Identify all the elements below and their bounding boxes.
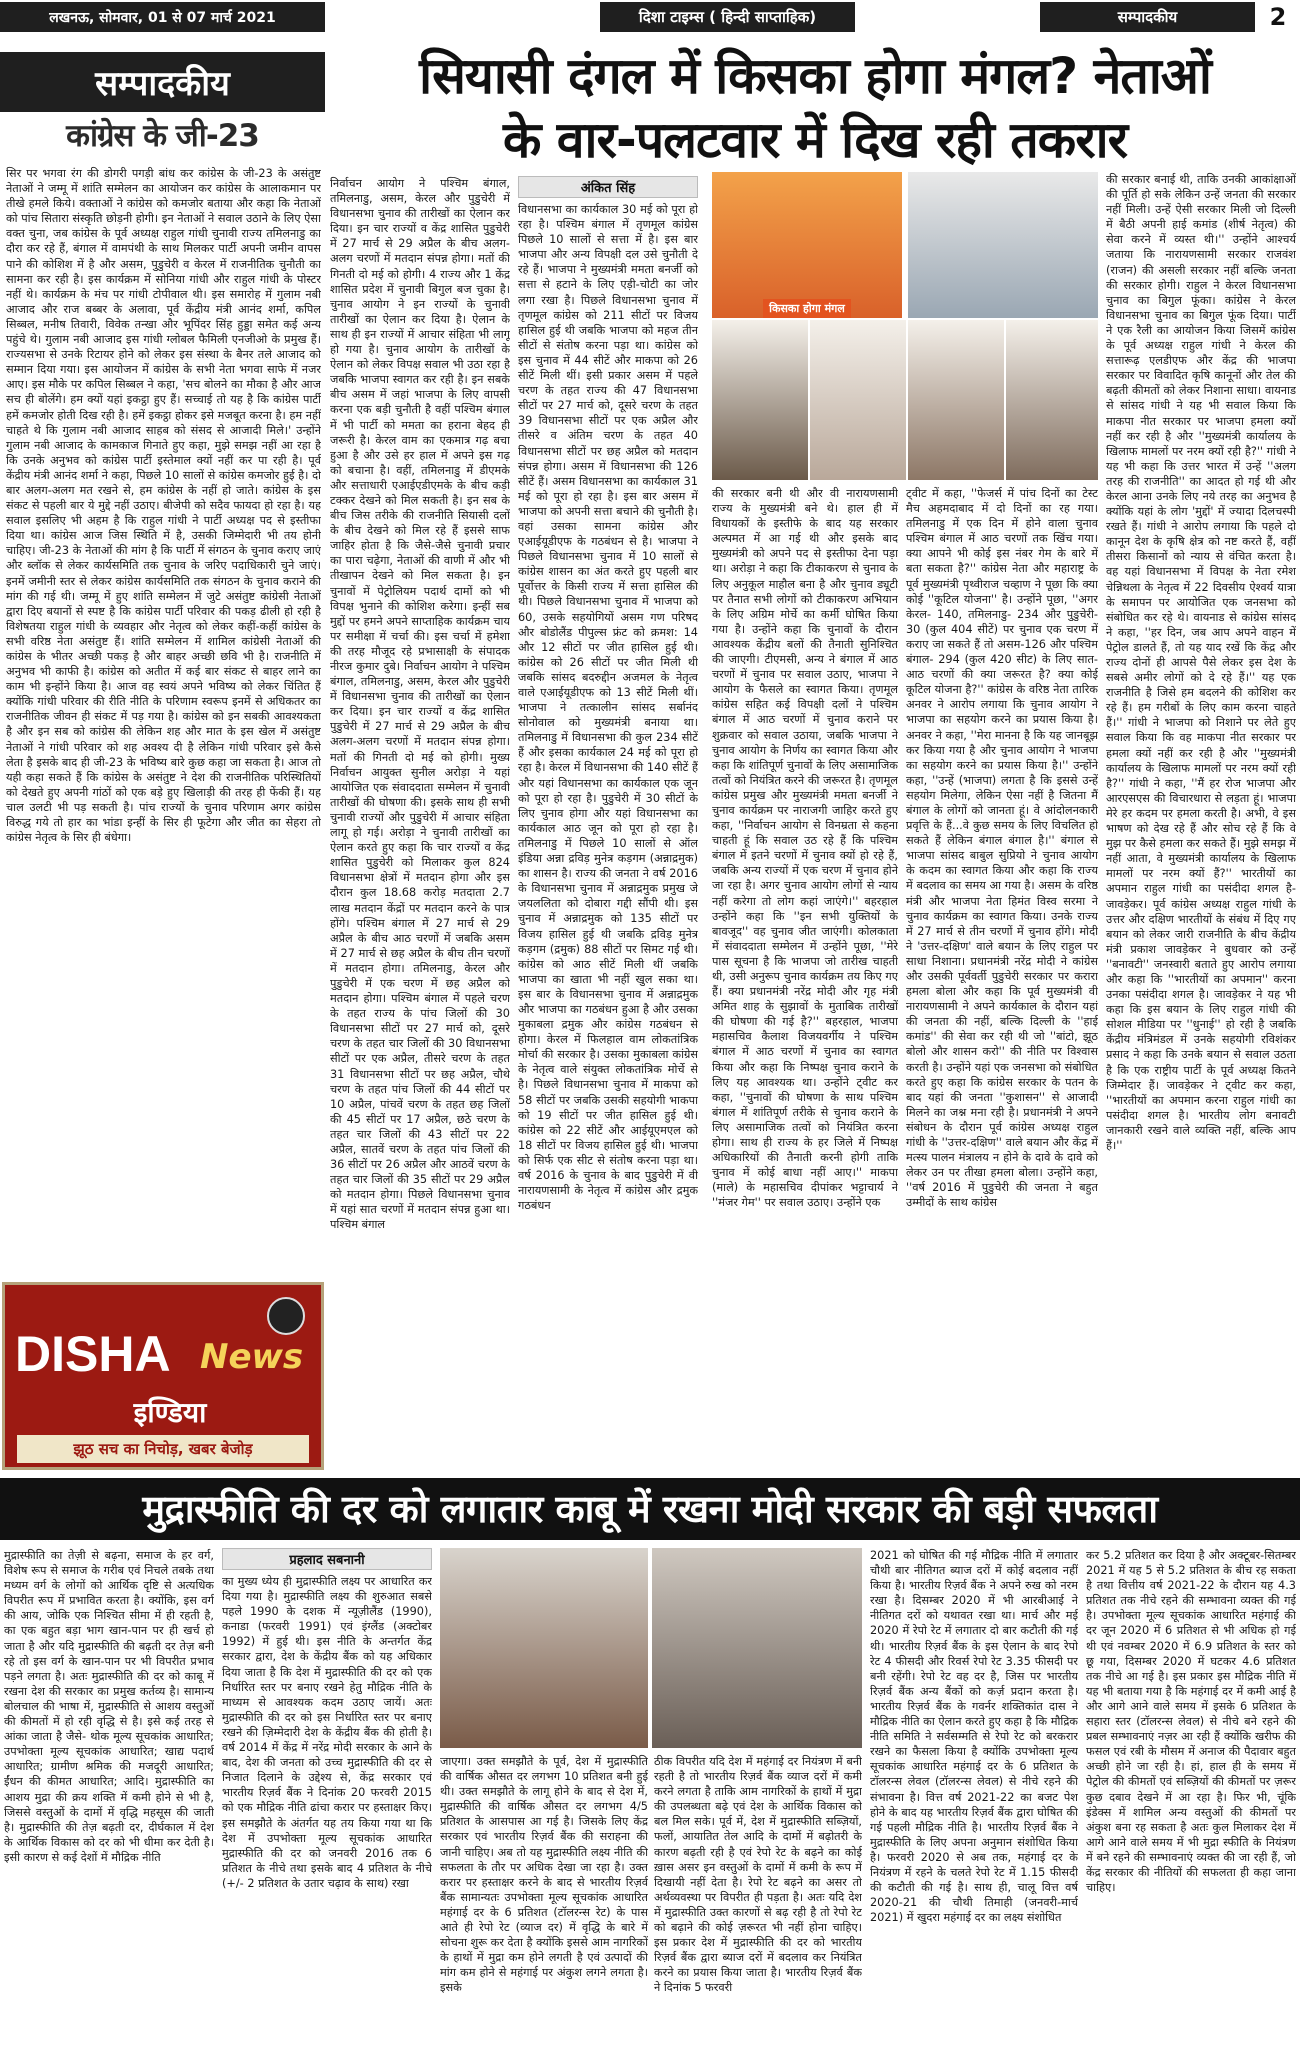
photo-sarbananda-sonowal [1006,320,1098,480]
story2-column-2: का मुख्य ध्येय ही मुद्रास्फीति लक्ष्य पर आधारित कर दिया गया है। मुद्रास्फीति लक्ष्य की शुरुआत सबसे पहले 1990 के दशक में न्यूज़ीलैंड (1990), कनाडा (फरवरी 1991) एवं इंग्लैंड (अक्टोबर 1992) में हुई थी। इस नीति के अन्तर्गत केंद्र सरकार द्वारा, देश के केंद्रीय बैंक को यह अधिकार दिया जाता है कि देश में मुद्रास्फीति की दर को एक निर्धारित स्तर पर बनाए रखने हेतु मौद्रिक नीति के माध्यम से आवश्यक कदम उठाए जायें। अतः मुद्रास्फीति की दर को इस निर्धारित स्तर पर बनाए रखने की ज़िम्मेदारी देश के केंद्रीय बैंक की होती है। वर्ष 2014 में केंद्र में नरेंद्र मोदी सरकार के आने के बाद, देश की जनता को उच्च मुद्रास्फीति की दर से निजात दिलाने के उद्देश्य से, केंद्र सरकार एवं भारतीय रिज़र्व बैंक ने दिनांक 20 फरवरी 2015 को एक मौद्रिक नीति ढांचा करार पर हस्ताक्षर किए। इस समझौते के अंतर्गत यह तय किया गया था कि देश में उपभोक्ता मूल्य सूचकांक आधारित मुद्रास्फीति की दर को जनवरी 2016 तक 6 प्रतिशत के नीचे तथा इसके बाद 4 प्रतिशत के नीचे (+/- 2 प्रतिशत के उतार चढ़ाव के साथ) रखा [222,1575,432,1890]
photo-mamata-banerjee [810,320,906,480]
header-date: लखनऊ, सोमवार, 01 से 07 मार्च 2021 [0,2,325,32]
story2-column-4: ठीक विपरीत यदि देश में महंगाई दर नियंत्रण में बनी रहती है तो भारतीय रिज़र्व बैंक व्याज दरों में कमी करने लगता है ताकि आम नागरिकों के हाथों में मुद्रा की उपलब्धता बढ़े एवं देश के आर्थिक विकास को बल मिल सके। पूर्व में, देश में मुद्रास्फीति सब्ज़ियों, फलों, आयातित तेल आदि के दामों में बढ़ोतरी के कारण बढ़ती रही है एवं रेपो रेट के बढ़ने का कोई ख़ास असर इन वस्तुओं के दामों में कमी के रूप में दिखायी नहीं देता है। रेपो रेट बढ़ने का असर तो अर्थव्यवस्था पर विपरीत ही पड़ता है। अतः यदि देश में मुद्रास्फीति उक्त कारणों से बढ़ रही है तो रेपो रेट को बढ़ाने की कोई ज़रूरत भी नहीं होना चाहिए। इस प्रकार देश में मुद्रास्फीति की दर को भारतीय रिज़र्व बैंक द्वारा ब्याज दरों में बदलाव कर नियंत्रित करने का प्रयास किया जाता है। भारतीय रिज़र्व बैंक ने दिनांक 5 फरवरी [654,1755,862,1995]
editorial-text: सिर पर भगवा रंग की डोगरी पगड़ी बांध कर कांग्रेस के जी-23 के असंतुष्ट नेताओं ने जम्मू में शांति सम्मेलन का आयोजन कर कांग्रेस के आलाकमान पर तीखे हमले किये। वक्ताओं ने कांग्रेस को कमजोर बताया और कहा कि नेताओं को पांच सितारा संस्कृति छोड़नी होगी। इन नेताओं ने सवाल उठाने के लिए ऐसा वक्त चुना, जब कांग्रेस के पूर्व अध्यक्ष राहुल गांधी चुनावी राज्य तमिलनाडु का दौरा कर रहे हैं, बंगाल में वामपंथी के साथ मिलकर पार्टी अपनी जमीन वापस पाने की कोशिश में है और असम, पुडुचेरी व केरल में राजनीतिक चुनौती का सामना कर रही है। इस कार्यक्रम में सोनिया गांधी और राहुल गांधी के पोस्टर नहीं थे। कार्यक्रम के मंच पर गांधी टोपीवाल थी। इस समारोह में गुलाम नबी आजाद और राज बब्बर के अलावा, पूर्व केंद्रीय मंत्री आनंद शर्मा, कपिल सिब्बल, मनीष तिवारी, विवेक तन्खा और भूपिंदर सिंह हुड्डा समेत कई अन्य पहुंचे थे। गुलाम नबी आजाद इस गांधी ग्लोबल फैमिली एनजीओ के प्रमुख हैं। राज्यसभा से उनके रिटायर होने को लेकर इस संस्था के बैनर तले आजाद को सम्मान दिया गया। इस आयोजन में कांग्रेस के सभी नेता भगवा साफे में नजर आए। इस मौके पर कपिल सिब्बल ने कहा, 'सच बोलने का मौका है और आज सच ही बोलेंगे। हम क्यों यहां इकट्ठा हुए हैं। सच्चाई तो यह है कि कांग्रेस पार्टी हमें कमजोर होती दिख रही है। हमें इकट्ठा होकर इसे मजबूत करना है। हम नहीं चाहते थे कि गुलाम नबी आजाद साहब को संसद से आजादी मिले।' उन्होंने गुलाम नबी आजाद के कामकाज गिनाते हुए कहा, मुझे समझ नहीं आ रहा है कि उनके अनुभव को कांग्रेस पार्टी इस्तेमाल क्यों नहीं कर पा रही है। पूर्व केंद्रीय मंत्री आनंद शर्मा ने कहा, पिछले 10 सालों से कांग्रेस कमजोर हुई है। दो बार अलग-अलग मत रखने से, हम कांग्रेस के नहीं हो जाते। कांग्रेस के इस संकट से पहली बार ये मुद्दे नहीं उठाए। बीजेपी को सदैव फायदा हो रहा है। यह सवाल इसलिए भी अहम है कि राहुल गांधी ने पार्टी अध्यक्ष पद से इस्तीफा दिया था। कांग्रेस आज जिस स्थिति में है, उसकी जिम्मेदारी भी तय होनी चाहिए। जी-23 के नेताओं की मांग है कि पार्टी में संगठन के चुनाव कराए जाएं और ब्लॉक से लेकर कार्यसमिति तक चुनाव के जरिए पदाधिकारी चुने जाएं। इनमें जमीनी स्तर से लेकर कांग्रेस कार्यसमिति तक संगठन के चुनाव कराने की मांग की गई थी। जम्मू में हुए शांति सम्मेलन में जुटे असंतुष्ट कांग्रेसी नेताओं द्वारा दिए बयानों से स्पष्ट है कि कांग्रेस पार्टी परिवार की पकड़ ढीली हो रही है विशेषतया राहुल गांधी के व्यवहार और नेतृत्व को लेकर कहीं-कहीं कांग्रेस के सभी वरिष्ठ नेता असंतुष्ट हैं। शांति सम्मेलन में शामिल कांग्रेसी नेताओं की कांग्रेस के भीतर अच्छी पकड़ है और बाहर अच्छी छवि भी है। राजनीति में अनुभव भी काफी है। कांग्रेस को अतीत में कई बार संकट से बाहर लाने का काम भी इन्होंने किया है। आज वह स्वयं अपने भविष्य को लेकर चिंतित हैं क्योंकि गांधी परिवार की रीति नीति के परिणाम स्वरूप इनमें से अधिकतर का राजनीतिक जीवन ही संकट में पड़ गया है। कांग्रेस को इन सबकी आवश्यकता है और इन सब को कांग्रेस की लेकिन शह और मात के इस खेल में असंतुष्ट नेताओं ने गांधी परिवार को शह अवश्य दी है लेकिन गांधी परिवार इसे कैसे लेता है इसके बाद ही जी-23 के भविष्य बारे कुछ कहा जा सकता है। आज तो यही कहा सकते हैं कि कांग्रेस के असंतुष्ट ने देश की राजनीतिक परिस्थितियों को देखते हुए अपनी गांठों को एक बड़े हुए खिलाड़ी की तरह ही फेंकी हैं। यह चाल उलटी भी पड़ सकती है। पांच राज्यों के चुनाव परिणाम अगर कांग्रेस विरुद्ध गये तो हार का भांडा इन्हीं के सिर ही फूटेगा और जीत का सेहरा तो कांग्रेस नेतृत्व के सिर ही बंधेगा। [6,167,321,845]
photo-palaniswami [712,320,808,480]
page-header [0,0,1300,34]
photo-pinarayi-vijayan [908,320,1004,480]
story1-column-2: विधानसभा का कार्यकाल 30 मई को पूरा हो रहा है। पश्चिम बंगाल में तृणमूल कांग्रेस पिछले 10 सालों से सत्ता में है। इस बार भाजपा और अन्य विपक्षी दल उसे चुनौती दे रहे हैं। भाजपा ने मुख्यमंत्री ममता बनर्जी को सत्ता से हटाने के लिए एड़ी-चोटी का जोर लगा रखा है। पिछले विधानसभा चुनाव में तृणमूल कांग्रेस को 211 सीटों पर विजय हासिल हुई थी जबकि भाजपा को महज तीन सीटों से संतोष करना पड़ा था। कांग्रेस को इस चुनाव में 44 सीटें और माकपा को 26 सीटें मिली थीं। इसी प्रकार असम में पहले चरण के तहत राज्य की 47 विधानसभा सीटों पर 27 मार्च को, दूसरे चरण के तहत 39 विधानसभा सीटों पर एक अप्रैल और तीसरे व अंतिम चरण के तहत 40 विधानसभा सीटों पर छह अप्रैल को मतदान संपन्न होगा। असम में विधानसभा की 126 सीटें हैं। असम विधानसभा का कार्यकाल 31 मई को पूरा हो रहा है। इस बार असम में भाजपा को अपनी सत्ता बचाने की चुनौती है। वहां उसका सामना कांग्रेस और एआईयूडीएफ के गठबंधन से है। भाजपा ने पिछले विधानसभा चुनाव में 10 सालों से कांग्रेस शासन का अंत करते हुए पहली बार पूर्वोत्तर के किसी राज्य में सत्ता हासिल की थी। पिछले विधानसभा चुनाव में भाजपा को 60, उसके सहयोगियों असम गण परिषद और बोडोलैंड पीपुल्स फ्रंट को क्रमश: 14 और 12 सीटों पर जीत हासिल हुई थी। कांग्रेस को 26 सीटों पर जीत मिली थी जबकि सांसद बदरुद्दीन अजमल के नेतृत्व वाले एआईयूडीएफ को 13 सीटें मिली थीं। भाजपा ने तत्कालीन सांसद सर्बानंद सोनोवाल को मुख्यमंत्री बनाया था। तमिलनाडु में विधानसभा की कुल 234 सीटें हैं और इसका कार्यकाल 24 मई को पूरा हो रहा है। केरल में विधानसभा की 140 सीटें हैं और यहां विधानसभा का कार्यकाल एक जून को पूरा हो रहा है। पुडुचेरी में 30 सीटों के लिए चुनाव होगा और यहां विधानसभा का कार्यकाल आठ जून को पूरा हो रहा है। तमिलनाडु में पिछले 10 सालों से ऑल इंडिया अन्ना द्रविड़ मुनेत्र कड़गम (अन्नाद्रमुक) का शासन है। राज्य की जनता ने वर्ष 2016 के विधानसभा चुनाव में अन्नाद्रमुक प्रमुख जे जयललिता को दोबारा गद्दी सौंपी थी। इस चुनाव में अन्नाद्रमुक को 135 सीटों पर विजय हासिल हुई थी जबकि द्रविड़ मुनेत्र कड़गम (द्रमुक) 88 सीटों पर सिमट गई थी। कांग्रेस को आठ सीटें मिली थीं जबकि भाजपा का खाता भी नहीं खुल सका था। इस बार के विधानसभा चुनाव में अन्नाद्रमुक और भाजपा का गठबंधन हुआ है और उसका मुकाबला द्रमुक और कांग्रेस गठबंधन से होगा। केरल में फिलहाल वाम लोकतांत्रिक मोर्चा की सरकार है। उसका मुकाबला कांग्रेस के नेतृत्व वाले संयुक्त लोकतांत्रिक मोर्चे से है। पिछले विधानसभा चुनाव में माकपा को 58 सीटों पर जबकि उसकी सहयोगी भाकपा को 19 सीटों पर जीत हासिल हुई थी। कांग्रेस को 22 सीटें और आईयूएमएल को 18 सीटों पर विजय हासिल हुई थी। भाजपा को सिर्फ एक सीट से संतोष करना पड़ा था। वर्ष 2016 के चुनाव के बाद पुडुचेरी में वी नारायणसामी के नेतृत्व में कांग्रेस और द्रमुक गठबंधन [518,203,698,1213]
story2-column-3: जाएगा। उक्त समझौते के पूर्व, देश में मुद्रास्फीति की वार्षिक औसत दर लगभग 10 प्रतिशत बनी हुई थी। उक्त समझौते के लागू होने के बाद से देश में, मुद्रास्फीति की वार्षिक औसत दर लगभग 4/5 प्रतिशत के आसपास आ गई है। जिसके लिए केंद्र सरकार एवं भारतीय रिज़र्व बैंक की सराहना की जानी चाहिए। अब तो यह मुद्रास्फीति लक्ष्य नीति की सफलता के तौर पर अधिक देखा जा रहा है। उक्त करार पर हस्ताक्षर करने के बाद से भारतीय रिज़र्व बैंक सामान्यतः उपभोक्ता मूल्य सूचकांक आधारित महंगाई दर के 6 प्रतिशत (टॉलरन्स रेट) के पास आते ही रेपो रेट (व्याज दर) में वृद्धि के बारे में सोचना शुरू कर देता है क्योंकि इससे आम नागरिकों के हाथों में मुद्रा कम होने लगती है एवं उत्पादों की मांग कम होने से महंगाई पर अंकुश लगने लगता है। इसके [440,1755,648,1995]
photo-narendra-modi [712,172,902,318]
story1-headline-line2: के वार-पलटवार में दिख रही तकरार [502,111,1128,169]
story1-column-3: की सरकार बनी थी और वी नारायणसामी राज्य के मुख्यमंत्री बने थे। हाल ही में विधायकों के इस्तीफे के बाद यह सरकार अल्पमत में आ गई थी और इसके बाद मुख्यमंत्री को अपने पद से इस्तीफा देना पड़ा था। अरोड़ा ने कहा कि टीकाकरण से चुनाव के लिए अनुकूल माहौल बना है और चुनाव ड्यूटी पर तैनात सभी लोगों को टीकाकरण अभियान के लिए अग्रिम मोर्चे का कर्मी घोषित किया गया है। उन्होंने कहा कि चुनावों के दौरान आवश्यक केंद्रीय बलों की तैनाती सुनिश्चित की जाएगी। टीएमसी, अन्य ने बंगाल में आठ चरणों में चुनाव पर सवाल उठाए, भाजपा ने आयोग के फैसले का स्वागत किया। तृणमूल कांग्रेस सहित कई विपक्षी दलों ने पश्चिम बंगाल में आठ चरणों में चुनाव कराने पर शुक्रवार को सवाल उठाया, जबकि भाजपा ने चुनाव आयोग के निर्णय का स्वागत किया और कहा कि शांतिपूर्ण चुनावों के लिए असामाजिक तत्वों को नियंत्रित करने की जरूरत है। तृणमूल कांग्रेस प्रमुख और मुख्यमंत्री ममता बनर्जी ने चुनाव कार्यक्रम पर नाराजगी जाहिर करते हुए कहा, ''निर्वाचन आयोग से विनम्रता से कहना चाहती हूं कि सवाल उठ रहे हैं कि पश्चिम बंगाल में इतने चरणों में चुनाव क्यों हो रहे हैं, जबकि अन्य राज्यों में एक चरण में चुनाव होने जा रहा है। अगर चुनाव आयोग लोगों से न्याय नहीं करेगा तो लोग कहां जाएंगे।'' बहरहाल उन्होंने कहा कि ''इन सभी युक्तियों के बावजूद'' वह चुनाव जीत जाएंगी। कोलकाता में संवाददाता सम्मेलन में उन्होंने पूछा, ''मेरे पास सूचना है कि भाजपा जो तारीख चाहती थी, उसी अनुरूप चुनाव कार्यक्रम तय किए गए हैं। क्या प्रधानमंत्री नरेंद्र मोदी और गृह मंत्री अमित शाह के सुझावों के मुताबिक तारीखों की घोषणा की गई है?'' बहरहाल, भाजपा महासचिव कैलाश विजयवर्गीय ने पश्चिम बंगाल में आठ चरणों में चुनाव का स्वागत किया और कहा कि निष्पक्ष चुनाव कराने के लिए यह आवश्यक था। उन्होंने ट्वीट कर कहा, ''चुनावों की घोषणा के साथ पश्चिम बंगाल में शांतिपूर्ण तरीके से चुनाव कराने के लिए असामाजिक तत्वों को नियंत्रित करना होगा। साथ ही राज्य के हर जिले में निष्पक्ष अधिकारियों की तैनाती करनी होगी ताकि चुनाव में कोई बाधा नहीं आए।'' माकपा (माले) के महासचिव दीपांकर भट्टाचार्य ने ''मंजर गेम'' पर सवाल उठाए। उन्होंने एक [712,487,898,1210]
logo-brand-disha: DISHA [15,1326,171,1382]
editorial-label: सम्पादकीय [0,52,325,112]
story2-column-1: मुद्रास्फीति का तेज़ी से बढ़ना, समाज के हर वर्ग, विशेष रूप से समाज के गरीब एवं निचले तबके तथा मध्यम वर्ग के लोगों को आर्थिक दृष्टि से अत्यधिक विपरीत रूप में प्रभावित करता है। क्योंकि, इस वर्ग की आय, जोकि एक निश्चित सीमा में ही रहती है, का एक बहुत बड़ा भाग खान-पान पर ही खर्च हो जाता है और यदि मुद्रास्फीति की बढ़ती दर तेज़ बनी रहे तो इस वर्ग के खान-पान पर भी विपरीत प्रभाव पड़ने लगता है। अतः मुद्रास्फीति की दर को काबू में रखना देश की सरकार का प्रमुख कर्तव्य है। सामान्य बोलचाल की भाषा में, मुद्रास्फीति से आशय वस्तुओं की कीमतों में हो रही वृद्धि से है। इसे कई तरह से आंका जाता है जैसे- थोक मूल्य सूचकांक आधारित; उपभोक्ता मूल्य सूचकांक आधारित; खाद्य पदार्थ आधारित; ग्रामीण श्रमिक की मजदूरी आधारित; ईंधन की कीमत आधारित; आदि। मुद्रास्फीति का आशय मुद्रा की क्रय शक्ति में कमी होने से भी है, जिससे वस्तुओं के दामों में वृद्धि महसूस की जाती है। मुद्रास्फीति की तेज़ बढ़ती दर, दीर्घकाल में देश के आर्थिक विकास को दर को भी धीमा कर देती है। इसी कारण से कई देशों में मौद्रिक नीति [4,1549,214,1864]
story1-headline-line1: सियासी दंगल में किसका होगा मंगल? नेताओं [419,47,1211,105]
mic-icon [267,1297,305,1335]
story2-column-5: 2021 को घोषित की गई मौद्रिक नीति में लगातार चौथी बार नीतिगत ब्याज दरों में कोई बदलाव नहीं किया है। भारतीय रिज़र्व बैंक ने अपने रुख को नरम रखा है। दिसम्बर 2020 में भी आरबीआई ने नीतिगत दरों को यथावत रखा था। मार्च और मई 2020 में रेपो रेट में लगातार दो बार कटौती की गई थी। भारतीय रिज़र्व बैंक के इस ऐलान के बाद रेपो रेट 4 फीसदी और रिवर्स रेपो रेट 3.35 फीसदी पर बनी रहेंगी। रेपो रेट वह दर है, जिस पर भारतीय रिज़र्व बैंक अन्य बैंकों को कर्ज़ प्रदान करता है। भारतीय रिज़र्व बैंक के गवर्नर शक्तिकांत दास ने मौद्रिक नीति का ऐलान करते हुए कहा है कि मौद्रिक नीति समिति ने सर्वसम्मति से रेपो रेट को बरकरार रखने का फैसला किया है क्योंकि उपभोक्ता मूल्य सूचकांक आधारित महंगाई दर के 6 प्रतिशत के टॉलरन्स लेवल (टॉलरन्स लेवल) से नीचे रहने की संभावना है। वित्त वर्ष 2021-22 का बजट पेश होने के बाद यह भारतीय रिज़र्व बैंक द्वारा घोषित की गई पहली मौद्रिक नीति है। भारतीय रिज़र्व बैंक ने मुद्रास्फीति के लिए अपना अनुमान संशोधित किया है। फरवरी 2020 से अब तक, महंगाई दर के नियंत्रण में रहने के चलते रेपो रेट में 1.15 फीसदी की कटौती की गई है। साथ ही, चालू वित्त वर्ष 2020-21 की चौथी तिमाही (जनवरी-मार्च 2021) में खुदरा महंगाई दर का लक्ष्य संशोधित [870,1549,1078,1925]
story1-column-5: की सरकार बनाई थी, ताकि उनकी आकांक्षाओं की पूर्ति हो सके लेकिन उन्हें जनता की सरकार नहीं मिली। उन्हें ऐसी सरकार मिली जो दिल्ली में बैठी अपनी हाई कमांड (शीर्ष नेतृत्व) की सेवा करने में व्यस्त थी।'' उन्होंने आश्चर्य जताया कि नारायणसामी सरकार राजवंश (राजन) की असली सरकार नहीं बल्कि जनता की सरकार होगी। राहुल ने केरल विधानसभा चुनाव का बिगुल फूंका। कांग्रेस ने केरल विधानसभा चुनाव का बिगुल फूंक दिया। पार्टी ने एक रैली का आयोजन किया जिसमें कांग्रेस के पूर्व अध्यक्ष राहुल गांधी ने केरल की सत्तारूढ़ एलडीएफ और केंद्र की भाजपा सरकार पर विवादित कृषि कानूनों और तेल की बढ़ती कीमतों को लेकर निशाना साधा। वायनाड से सांसद गांधी ने यह भी सवाल किया कि माकपा नीत सरकार पर भाजपा हमला क्यों नहीं कर रही है और ''मुख्यमंत्री कार्यालय के खिलाफ मामलों पर नरम क्यों रही है?'' गांधी ने यह भी कहा कि उत्तर भारत में उन्हें ''अलग तरह की राजनीति'' का आदत हो गई थी और केरल आना उनके लिए नये तरह का अनुभव है क्योंकि यहां के लोग 'मुद्दों' में ज्यादा दिलचस्पी रखते हैं। गांधी ने आरोप लगाया कि पहले दो कानून देश के कृषि क्षेत्र को नष्ट करते हैं, वहीं तीसरा किसानों को न्याय से वंचित करता है। वह यहां विधानसभा में विपक्ष के नेता रमेश चेन्निथला के नेतृत्व में 22 दिवसीय ऐश्वर्य यात्रा के समापन पर आयोजित एक जनसभा को संबोधित कर रहे थे। वायनाड से कांग्रेस सांसद ने कहा, ''हर दिन, जब आप अपने वाहन में पेट्रोल डालते हैं, तो यह याद रखें कि केंद्र और राज्य दोनों ही आपसे पैसे लेकर इस देश के सबसे अमीर लोगों को दे रहे हैं।'' यह एक राजनीति है जिसे हम बदलने की कोशिश कर रहे हैं। हम गरीबों के लिए काम करना चाहते हैं।'' गांधी ने भाजपा को निशाने पर लेते हुए सवाल किया कि वह माकपा नीत सरकार पर हमला क्यों नहीं कर रही है और ''मुख्यमंत्री कार्यालय के खिलाफ मामलों पर नरम क्यों रही है?'' गांधी ने कहा, ''मैं हर रोज भाजपा और आरएसएस की विचारधारा से लड़ता हूं। भाजपा मेरे हर कदम पर हमला करती है। अभी, वे इस भाषण को देख रहे हैं और सोच रहे हैं कि वे मुझ पर कैसे हमला कर सकते हैं। मुझे समझ में नहीं आता, वे मुख्यमंत्री कार्यालय के खिलाफ मामलों पर नरम क्यों हैं?'' भारतीयों का अपमान राहुल गांधी का पसंदीदा शगल है- जावड़ेकर। पूर्व कांग्रेस अध्यक्ष राहुल गांधी के उत्तर और दक्षिण भारतीयों के संबंध में दिए गए बयान को लेकर जारी राजनीति के बीच केंद्रीय मंत्री प्रकाश जावड़ेकर ने बुधवार को उन्हें ''बनावटी'' जनस्वारी बताते हुए आरोप लगाया और कहा कि ''भारतीयों का अपमान'' करना उनका पसंदीदा शगल है। जावड़ेकर ने यह भी कहा कि इस बयान के लिए राहुल गांधी की सोशल मीडिया पर ''धुनाई'' हो रही है जबकि केंद्रीय मंत्रिमंडल में उनके सहयोगी रविशंकर प्रसाद ने कहा कि उनके बयान से सवाल उठता है कि एक राष्ट्रीय पार्टी के पूर्व अध्यक्ष कितने जिम्मेदार हैं। जावड़ेकर ने ट्वीट कर कहा, ''भारतीयों का अपमान करना राहुल गांधी का पसंदीदा शगल है। भारतीय लोग बनावटी जानकारी रखने वाले व्यक्ति नहीं, बल्कि आप हैं।'' [1106,173,1296,1152]
photo-narendra-modi-2 [652,1548,862,1748]
photo-rahul-gandhi [908,172,1098,318]
story1-byline: अंकित सिंह [518,176,698,198]
logo-brand-news: News [200,1337,304,1377]
story2-byline: प्रहलाद सबनानी [222,1548,432,1570]
story1-column-1: निर्वाचन आयोग ने पश्चिम बंगाल, तमिलनाडु, असम, केरल और पुडुचेरी में विधानसभा चुनाव की तारीखों का ऐलान कर दिया। इन चार राज्यों व केंद्र शासित पुडुचेरी में 27 मार्च से 29 अप्रैल के बीच अलग-अलग चरणों में मतदान संपन्न होगा। मतों की गिनती दो मई को होगी। 4 राज्य और 1 केंद्र शासित प्रदेश में चुनावी बिगुल बज चुका है। चुनाव आयोग ने इन राज्यों के चुनावी तारीखों का ऐलान कर दिया है। ऐलान के साथ ही इन राज्यों में आचार संहिता भी लागू हो गया है। चुनाव आयोग के तारीखों के ऐलान को लेकर विपक्ष सवाल भी उठा रहा है जबकि भाजपा स्वागत कर रही है। इन सबके बीच असम में जहां भाजपा के लिए वापसी करना एक बड़ी चुनौती है वहीं पश्चिम बंगाल में भी पार्टी को ममता का हराना बेहद ही जरूरी है। केरल वाम का एकमात्र गढ़ बचा हुआ है और उसे हर हाल में अपने इस गढ़ को बचाना है। वहीं, तमिलनाडु में डीएमके और सत्ताधारी एआईएडीएमके के बीच कड़ी टक्कर देखने को मिल सकती है। इन सब के बीच जिस तरीके की राजनीति सियासी दलों के बीच देखने को मिल रहे हैं इससे साफ जाहिर होता है कि जैसे-जैसे चुनावी प्रचार का पारा चढ़ेगा, नेताओं की वाणी में और भी तीखापन देखने को मिल सकता है। इन चुनावों में पेट्रोलियम पदार्थ दामों को भी विपक्ष भुनाने की कोशिश करेगा। इन्हीं सब मुद्दों पर हमने अपने साप्ताहिक कार्यक्रम चाय पर समीक्षा में चर्चा की। इस चर्चा में हमेशा की तरह मौजूद रहे प्रभासाक्षी के संपादक नीरज कुमार दुबे। निर्वाचन आयोग ने पश्चिम बंगाल, तमिलनाडु, असम, केरल और पुडुचेरी में विधानसभा चुनाव की तारीखों का ऐलान कर दिया। इन चार राज्यों व केंद्र शासित पुडुचेरी में 27 मार्च से 29 अप्रैल के बीच अलग-अलग चरणों में मतदान संपन्न होगा। मतों की गिनती दो मई को होगी। मुख्य निर्वाचन आयुक्त सुनील अरोड़ा ने यहां आयोजित एक संवाददाता सम्मेलन में चुनावी तारीखों की घोषणा की। इसके साथ ही सभी चुनावी राज्यों और पुडुचेरी में आचार संहिता लागू हो गई। अरोड़ा ने चुनावी तारीखों का ऐलान करते हुए कहा कि चार राज्यों व केंद्र शासित पुडुचेरी को मिलाकर कुल 824 विधानसभा क्षेत्रों में मतदान होगा और इस दौरान कुल 18.68 करोड़ मतदाता 2.7 लाख मतदान केंद्रों पर मतदान करने के पात्र होंगे। पश्चिम बंगाल में 27 मार्च से 29 अप्रैल के बीच आठ चरणों में जबकि असम में 27 मार्च से छह अप्रैल के बीच तीन चरणों में मतदान होगा। तमिलनाडु, केरल और पुडुचेरी में एक चरण में छह अप्रैल को मतदान होगा। पश्चिम बंगाल में पहले चरण के तहत राज्य के पांच जिलों की 30 विधानसभा सीटों पर 27 मार्च को, दूसरे चरण के तहत चार जिलों की 30 विधानसभा सीटों पर एक अप्रैल, तीसरे चरण के तहत 31 विधानसभा सीटों पर छह अप्रैल, चौथे चरण के तहत पांच जिलों की 44 सीटों पर 10 अप्रैल, पांचवें चरण के तहत छह जिलों की 45 सीटों पर 17 अप्रैल, छठे चरण के तहत चार जिलों की 43 सीटों पर 22 अप्रैल, सातवें चरण के तहत पांच जिलों की 36 सीटों पर 26 अप्रैल और आठवें चरण के तहत चार जिलों की 35 सीटों पर 29 अप्रैल को मतदान होगा। पिछले विधानसभा चुनाव में यहां सात चरणों में मतदान संपन्न हुआ था। पश्चिम बंगाल [330,177,510,1232]
logo-tagline: झूठ सच का निचोड़, खबर बेजोड़ [17,1435,309,1463]
header-section: सम्पादकीय [1040,2,1255,32]
header-paper-name: दिशा टाइम्स ( हिन्दी साप्ताहिक) [600,2,855,32]
logo-sub: इण्डिया [133,1396,207,1429]
page-number: 2 [1269,3,1287,31]
editorial-title: कांग्रेस के जी-23 [66,118,259,154]
story2-column-6: कर 5.2 प्रतिशत कर दिया है और अक्टूबर-सितम्बर 2021 में यह 5 से 5.2 प्रतिशत के बीच रह सकता है तथा वित्तीय वर्ष 2021-22 के दौरान यह 4.3 प्रतिशत तक नीचे रहने की सम्भावना व्यक्त की गई है। उपभोक्ता मूल्य सूचकांक आधारित महंगाई की दर जून 2020 में 6 प्रतिशत से भी अधिक हो गई थी एवं नवम्बर 2020 में 6.9 प्रतिशत के स्तर को छू गया, दिसम्बर 2020 में घटकर 4.6 प्रतिशत तक नीचे आ गई है। इस प्रकार इस मौद्रिक नीति में यह भी बताया गया है कि महंगाई दर में कमी आई है और आगे आने वाले समय में इसके 6 प्रतिशत के सहारा स्तर (टॉलरन्स लेवल) से नीचे बने रहने की प्रबल सम्भावनाएं नज़र आ रही हैं क्योंकि खरीफ की फसल एवं रबी के मौसम में अनाज की पैदावार बहुत अच्छी होने जा रही है। हां, हाल ही के समय में पेट्रोल की कीमतों एवं सब्ज़ियों की कीमतों पर ज़रूर कुछ दबाव देखने में आ रहा है। फिर भी, चूंकि इंडेक्स में शामिल अन्य वस्तुओं की कीमतों पर अंकुश बना रह सकता है अतः कुल मिलाकर देश में आगे आने वाले समय में भी मुद्रा स्फीति के नियंत्रण में बने रहने की सम्भावनाएं व्यक्त की जा रही हैं, जो केंद्र सरकार की नीतियों की सफलता ही कहा जाना चाहिए। [1086,1549,1296,1895]
photo-caption: किसका होगा मंगल [763,299,851,318]
story1-column-4: ट्वीट में कहा, ''फेजर्स में पांच दिनों का टेस्ट मैच अहमदाबाद में दो दिनों का रह गया। तमिलनाडु में एक दिन में होने वाला चुनाव पश्चिम बंगाल में आठ चरणों तक खिंच गया। क्या आपने भी कोई इस नंबर गेम के बारे में बता सकता है?'' कांग्रेस नेता और महाराष्ट्र के पूर्व मुख्यमंत्री पृथ्वीराज चव्हाण ने पूछा कि क्या कोई ''कूटिल योजना'' है। उन्होंने पूछा, ''अगर केरल- 140, तमिलनाडु- 234 और पुडुचेरी- 30 (कुल 404 सीटें) पर चुनाव एक चरण में कराए जा सकते हैं तो असम-126 और पश्चिम बंगाल- 294 (कुल 420 सीट) के लिए सात-आठ चरणों की क्या जरूरत है? क्या कोई कूटिल योजना है?'' कांग्रेस के वरिष्ठ नेता तारिक अनवर ने आरोप लगाया कि चुनाव आयोग ने भाजपा का सहयोग करने का प्रयास किया है। अनवर ने कहा, ''मेरा मानना है कि यह जानबूझ कर किया गया है और चुनाव आयोग ने भाजपा का सहयोग करने का प्रयास किया है।'' उन्होंने कहा, ''उन्हें (भाजपा) लगता है कि इससे उन्हें सहयोग मिलेगा, लेकिन ऐसा नहीं है जितना मैं बंगाल के लोगों को जानता हूं। वे आंदोलनकारी प्रवृत्ति के हैं...वे कुछ समय के लिए विचलित हो सकते हैं लेकिन बंगाल बंगाल है।'' बंगाल से भाजपा सांसद बाबुल सुप्रियो ने चुनाव आयोग के कदम का स्वागत किया और कहा कि राज्य में बदलाव का समय आ गया है। असम के वरिष्ठ मंत्री और भाजपा नेता हिमंत विस्व सरमा ने चुनाव कार्यक्रम का स्वागत किया। उनके राज्य में 27 मार्च से तीन चरणों में चुनाव होंगे। मोदी ने 'उत्तर-दक्षिण' वाले बयान के लिए राहुल पर साधा निशाना। प्रधानमंत्री नरेंद्र मोदी ने कांग्रेस और उसकी पूर्ववर्ती पुडुचेरी सरकार पर करारा हमला बोला और कहा कि पूर्व मुख्यमंत्री वी नारायणसामी ने अपने कार्यकाल के दौरान यहां की जनता की नहीं, बल्कि दिल्ली के ''हाई कमांड'' की सेवा कर रही थी जो ''बांटो, झूठ बोलो और शासन करो'' की नीति पर विश्वास करती है। उन्होंने यहां एक जनसभा को संबोधित करते हुए कहा कि कांग्रेस सरकार के पतन के बाद यहां की जनता ''कुशासन'' से आजादी मिलने का जश्न मना रही है। प्रधानमंत्री ने अपने संबोधन के दौरान पूर्व कांग्रेस अध्यक्ष राहुल गांधी के ''उत्तर-दक्षिण'' वाले बयान और केंद्र में मत्स्य पालन मंत्रालय न होने के दावे के दावे को लेकर उन पर तीखा हमला बोला। उन्होंने कहा, ''वर्ष 2016 में पुडुचेरी की जनता ने बहुत उम्मीदों के साथ कांग्रेस [906,487,1098,1210]
story2-headline: मुद्रास्फीति की दर को लगातार काबू में रखना मोदी सरकार की बड़ी सफलता [0,1478,1300,1540]
disha-news-logo [2,1282,324,1470]
photo-nirmala-sitharaman [440,1548,648,1748]
